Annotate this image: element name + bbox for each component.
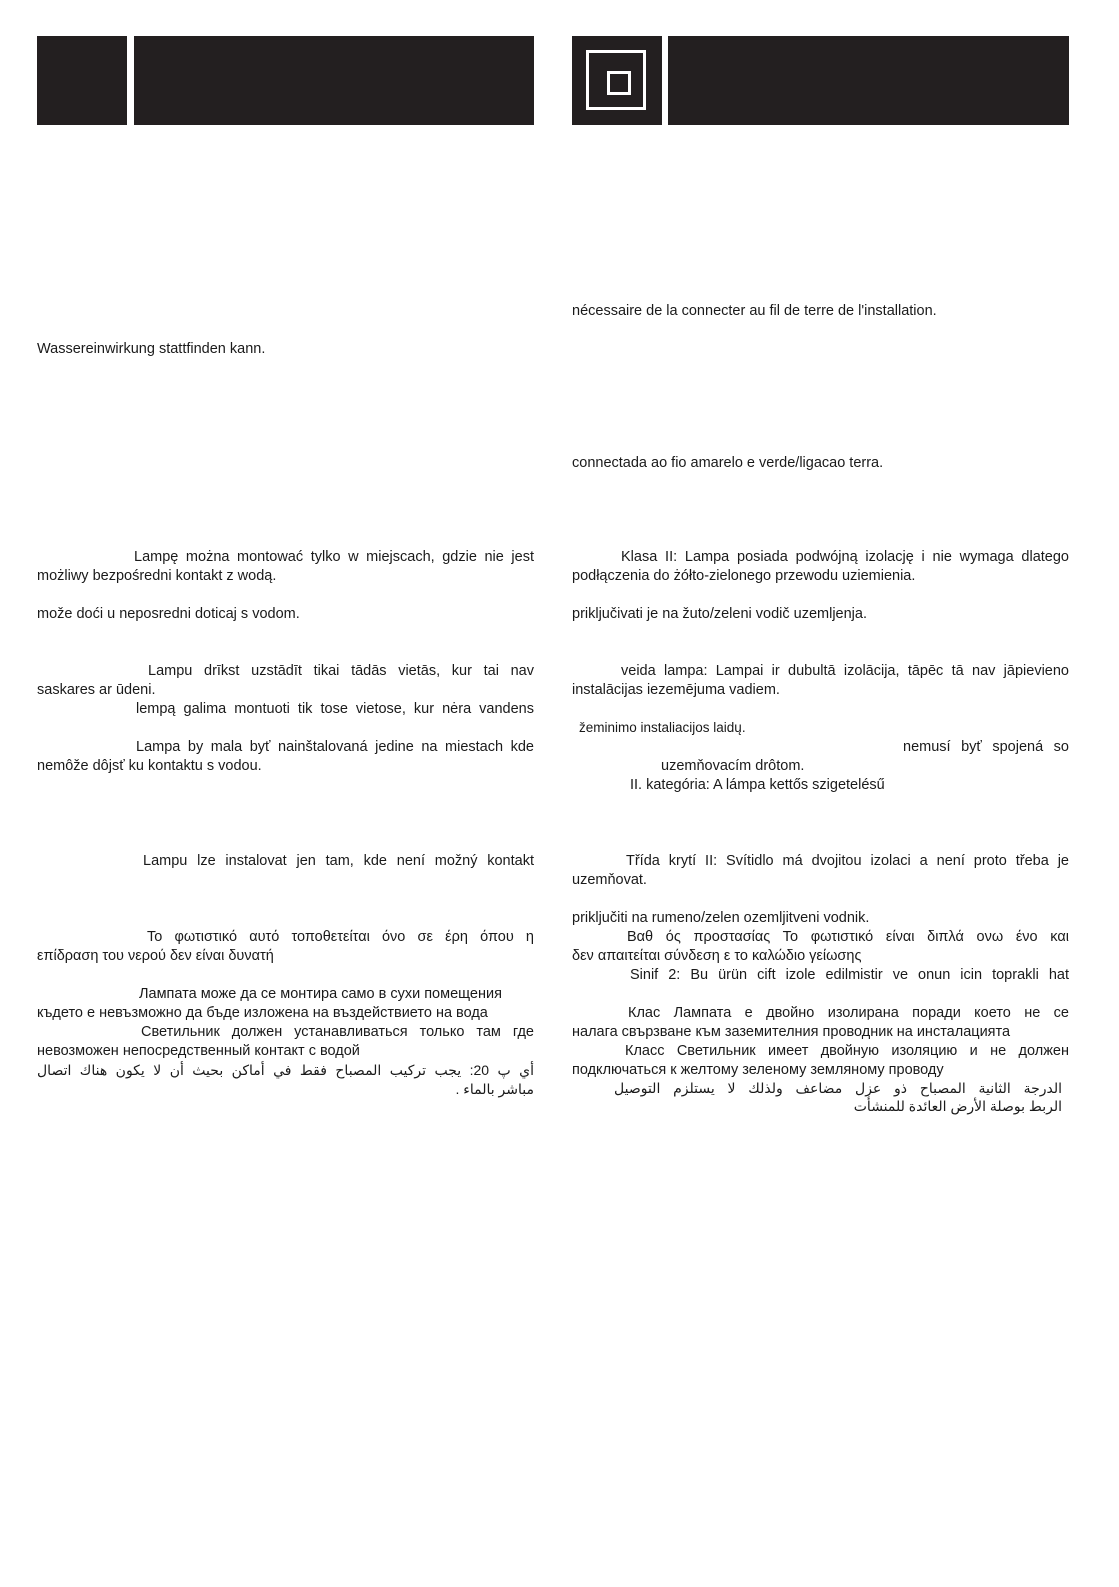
right-bg-line-2: налага свързване към заземителния проводник на инсталацията [572, 1024, 1011, 1040]
header-block-right-wide [668, 36, 1069, 125]
header-block-left-wide [134, 36, 534, 125]
right-lv-line-2: instalācijas iezemējuma vadiem. [572, 682, 780, 698]
right-ar-line-1: الدرجة الثانية المصباح ذو عزل مضاعف ولذلك لا يستلزم التوصيل [614, 1080, 1062, 1096]
right-gr-line-1: Βαθ ός προστασίας Το φωτιστικό είναι διπλά ονω ένο και [627, 929, 1069, 945]
right-sk-line-1: nemusí byť spojená so [903, 739, 1069, 755]
right-cz-line-1: Třída krytí II: Svítidlo má dvojitou izolaci a není proto třeba je [626, 853, 1069, 869]
right-lt-text: žeminimo instaliacijos laidų. [579, 720, 746, 735]
right-gr-line-2: δεν απαιτείται σύνδεση ε το καλώδιο γείωσης [572, 948, 862, 964]
right-tr-text: Sinif 2: Bu ürün cift izole edilmistir ve onun icin toprakli hat [630, 967, 1069, 983]
header-block-right-small [572, 36, 662, 125]
left-gr-line-2: επίδραση του νερού δεν είναι δυνατή [37, 948, 274, 964]
left-de-text: Wassereinwirkung stattfinden kann. [37, 341, 266, 357]
right-hu-text: II. kategória: A lámpa kettős szigetelésű [630, 777, 885, 793]
left-pl-line-2: możliwy bezpośredni kontakt z wodą. [37, 568, 277, 584]
left-lt-text: lempą galima montuoti tik tose vietose, kur nėra vandens [136, 701, 534, 717]
left-lv-line-2: saskares ar ūdeni. [37, 682, 156, 698]
class-ii-double-insulation-icon [586, 50, 646, 110]
right-bg-line-1: Клас Лампата е двойно изолирана поради което не се [628, 1005, 1069, 1021]
right-pl-line-1: Klasa II: Lampa posiada podwójną izolację i nie wymaga dlatego [621, 549, 1069, 565]
left-hr-text: može doći u neposredni doticaj s vodom. [37, 606, 300, 622]
left-bg-line-2: където е невъзможно да бъде изложена на въздействието на вода [37, 1005, 488, 1021]
right-cz-line-2: uzemňovat. [572, 872, 647, 888]
right-hr-text: priključivati je na žuto/zeleni vodič uzemljenja. [572, 606, 867, 622]
left-sk-line-1: Lampa by mala byť nainštalovaná jedine na miestach kde [136, 739, 534, 755]
left-pl-line-1: Lampę można montować tylko w miejscach, gdzie nie jest [134, 549, 534, 565]
left-sk-line-2: nemôže dôjsť ku kontaktu s vodou. [37, 758, 262, 774]
left-lv-line-1: Lampu drīkst uzstādīt tikai tādās vietās, kur tai nav [148, 663, 534, 679]
left-ar-line-1: أي پ 20: يجب تركيب المصباح فقط في أماكن بحيث أن لا يكون هناك اتصال [37, 1062, 534, 1078]
left-gr-line-1: Το φωτιστικό αυτό τοποθετείται όνο σε έρη όπου η [147, 929, 534, 945]
right-fr-text: nécessaire de la connecter au fil de terre de l'installation. [572, 303, 937, 319]
right-lv-line-1: veida lampa: Lampai ir dubultā izolācija, tāpēc tā nav jāpievieno [621, 663, 1069, 679]
right-pl-line-2: podłączenia do żółto-zielonego przewodu uziemienia. [572, 568, 916, 584]
right-ar-line-2: الربط بوصلة الأرض العائدة للمنشأت [853, 1098, 1062, 1114]
right-pt-text: connectada ao fio amarelo e verde/ligacao terra. [572, 455, 884, 471]
right-ru-line-1: Класс Светильник имеет двойную изоляцию и не должен [625, 1043, 1069, 1059]
right-sk-line-2: uzemňovacím drôtom. [661, 758, 805, 774]
left-ar-line-2: مباشر بالماء . [455, 1081, 534, 1097]
right-ru-line-2: подключаться к желтому зеленому земляному проводу [572, 1062, 944, 1078]
right-sl-text: priključiti na rumeno/zelen ozemljitveni vodnik. [572, 910, 870, 926]
left-bg-line-1: Лампата може да се монтира само в сухи помещения [139, 986, 502, 1002]
left-ru-line-2: невозможен непосредственный контакт с водой [37, 1043, 360, 1059]
header-block-left-small [37, 36, 127, 125]
left-cz-text: Lampu lze instalovat jen tam, kde není možný kontakt [143, 853, 534, 869]
left-ru-line-1: Светильник должен устанавливаться только там где [141, 1024, 534, 1040]
